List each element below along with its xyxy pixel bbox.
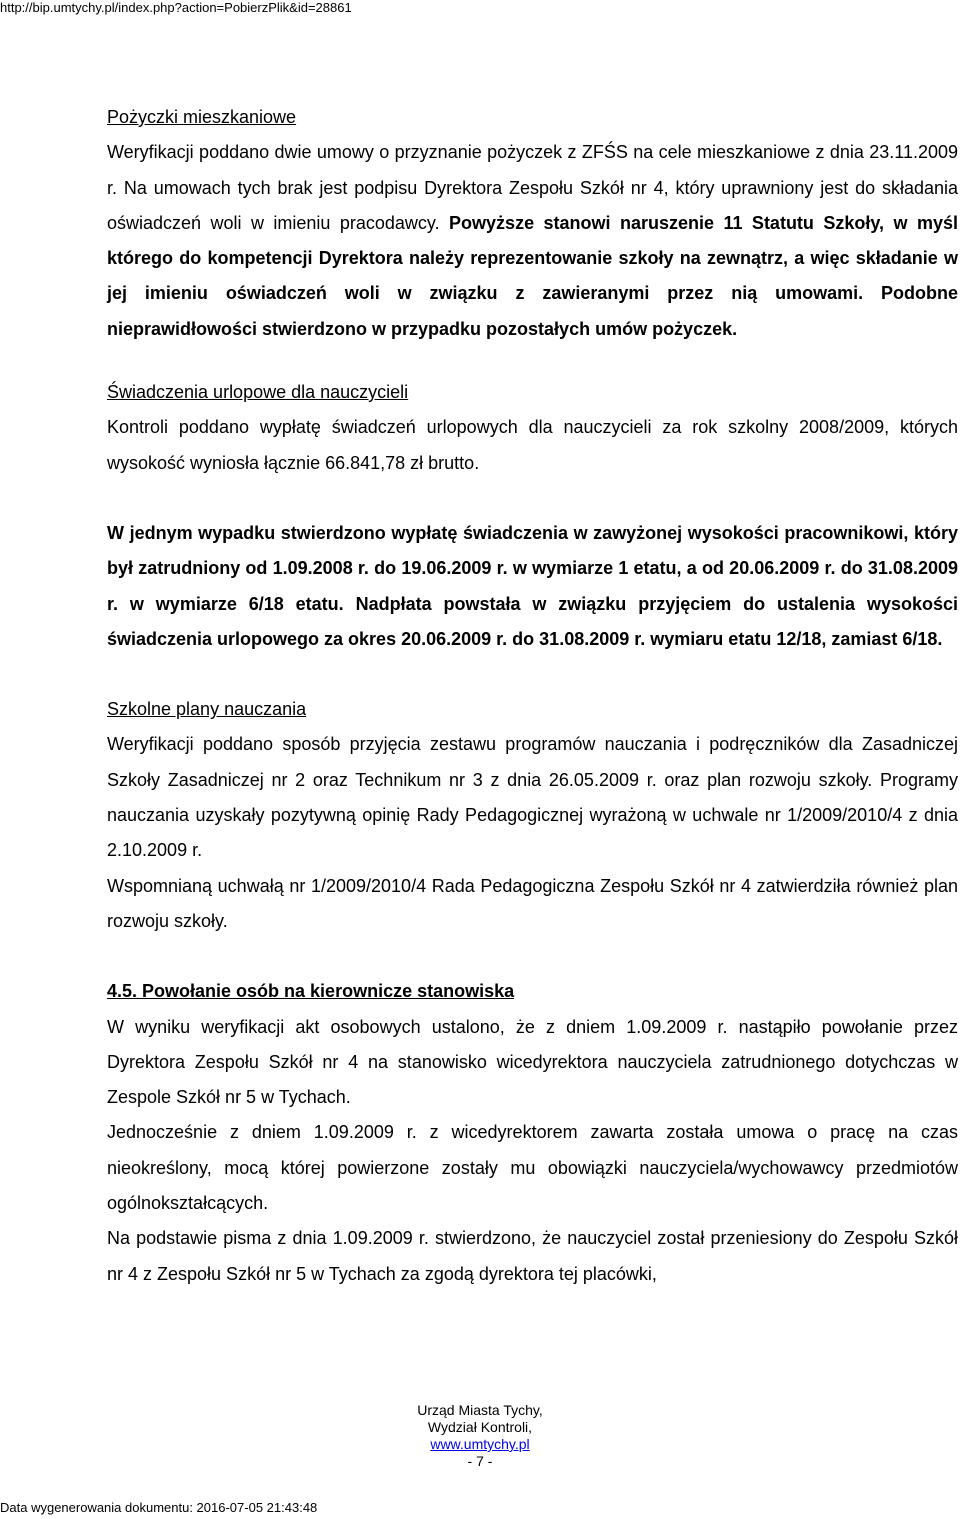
footer-department: Wydział Kontroli, — [427, 1419, 533, 1435]
spacer — [107, 347, 958, 375]
paragraph-teaching-1: Weryfikacji poddano sposób przyjęcia zestawu programów nauczania i podręczników dla Zasadniczej Szkoły Zasadniczej nr 2 oraz Technikum nr 3 z dnia 26.05.2009 r. oraz plan rozwoju szkoły. Programy nauczania uzyskały pozytywną opinię Rady Pedagogicznej wyrażoną w uchwale nr 1/2009/2010/4 z dnia 2.10.2009 r. — [107, 734, 958, 861]
footer-website-link[interactable]: www.umtychy.pl — [430, 1436, 530, 1452]
generation-date: Data wygenerowania dokumentu: 2016-07-05 21:43:48 — [0, 1500, 318, 1515]
spacer — [107, 939, 958, 974]
section-heading-holiday: Świadczenia urlopowe dla nauczycieli — [107, 382, 409, 403]
page-footer — [0, 1402, 960, 1470]
spacer — [107, 481, 958, 516]
spacer — [107, 657, 958, 692]
paragraph-holiday-1: Kontroli poddano wypłatę świadczeń urlopowych dla nauczycieli za rok szkolny 2008/2009, których wysokość wyniosła łącznie 66.841,78 zł brutto. — [107, 417, 958, 473]
paragraph-teaching-2: Wspomnianą uchwałą nr 1/2009/2010/4 Rada Pedagogiczna Zespołu Szkół nr 4 zatwierdziła również plan rozwoju szkoły. — [107, 875, 958, 931]
document-body — [107, 100, 958, 1292]
paragraph-loans-bold: Powyższe stanowi naruszenie 11 Statutu Szkoły, w myśl którego do kompetencji Dyrektora należy reprezentowanie szkoły na zewnątrz, a więc składanie w jej imieniu oświadczeń woli w związku z zawieranymi przez nią umowami. Podobne nieprawidłowości stwierdzono w przypadku pozostałych umów pożyczek. — [107, 212, 958, 339]
paragraph-loans — [107, 135, 958, 347]
paragraph-loans-normal: Weryfikacji poddano dwie umowy o przyznanie pożyczek z ZFŚS na cele mieszkaniowe z dnia 23.11.2009 r. Na umowach tych brak jest podpisu Dyrektora Zespołu Szkół nr 4, który uprawniony jest do składania oświadczeń woli w imieniu pracodawcy. — [107, 142, 958, 233]
source-url: http://bip.umtychy.pl/index.php?action=PobierzPlik&id=28861 — [0, 0, 352, 15]
paragraph-appointments-3: Na podstawie pisma z dnia 1.09.2009 r. stwierdzono, że nauczyciel został przeniesiony do Zespołu Szkół nr 4 z Zespołu Szkół nr 5 w Tychach za zgodą dyrektora tej placówki, — [107, 1228, 958, 1284]
paragraph-holiday-2: W jednym wypadku stwierdzono wypłatę świadczenia w zawyżonej wysokości pracownikowi, który był zatrudniony od 1.09.2008 r. do 19.06.2009 r. w wymiarze 1 etatu, a od 20.06.2009 r. do 31.08.2009 r. w wymiarze 6/18 etatu. Nadpłata powstała w związku przyjęciem do ustalenia wysokości świadczenia urlopowego za okres 20.06.2009 r. do 31.08.2009 r. wymiaru etatu 12/18, zamiast 6/18. — [107, 522, 958, 649]
paragraph-appointments-1: W wyniku weryfikacji akt osobowych ustalono, że z dniem 1.09.2009 r. nastąpiło powołanie przez Dyrektora Zespołu Szkół nr 4 na stanowisko wicedyrektora nauczyciela zatrudnionego dotychczas w Zespole Szkół nr 5 w Tychach. — [107, 1016, 958, 1108]
section-heading-appointments: 4.5. Powołanie osób na kierownicze stanowiska — [107, 981, 515, 1002]
page-number: - 7 - — [467, 1453, 493, 1469]
footer-office: Urząd Miasta Tychy, — [417, 1402, 543, 1418]
section-heading-teaching: Szkolne plany nauczania — [107, 699, 307, 720]
paragraph-appointments-2: Jednocześnie z dniem 1.09.2009 r. z wicedyrektorem zawarta została umowa o pracę na czas nieokreślony, mocą której powierzone zostały mu obowiązki nauczyciela/wychowawcy przedmiotów ogólnokształcących. — [107, 1122, 958, 1214]
section-heading-loans: Pożyczki mieszkaniowe — [107, 107, 297, 127]
